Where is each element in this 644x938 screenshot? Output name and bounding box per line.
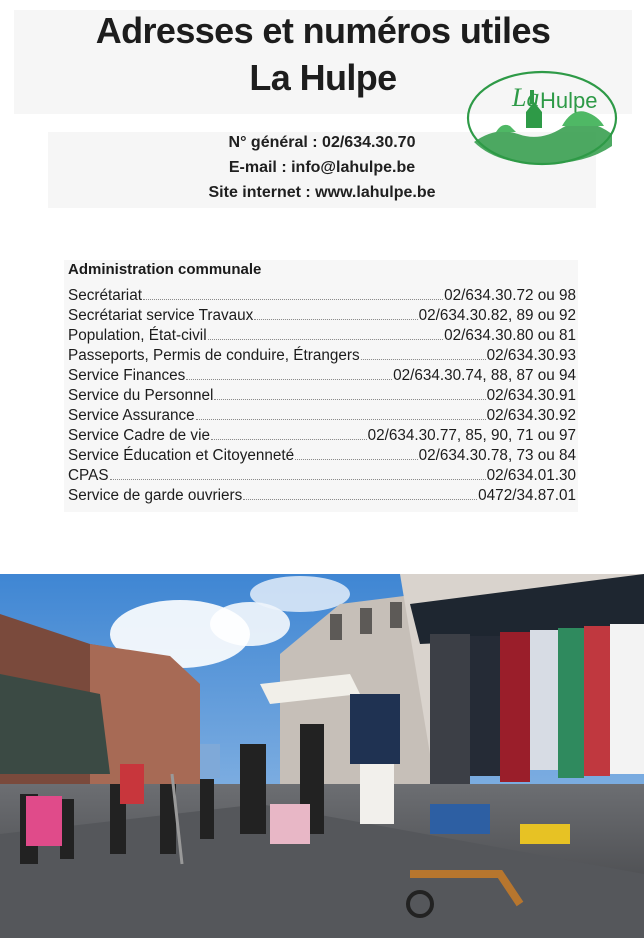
market-scene: [0, 574, 644, 938]
logo-graphic: [466, 68, 620, 168]
section-heading: Administration communale: [68, 261, 262, 278]
general-number: N° général : 02/634.30.70: [228, 134, 416, 151]
dotted-leader: [295, 445, 417, 460]
phone-number: 02/634.30.74, 88, 87 ou 94: [393, 367, 576, 384]
phone-list-item: [68, 405, 576, 425]
phone-list-item: [68, 385, 576, 405]
phone-list-item: [68, 425, 576, 445]
service-name: Service Cadre de vie: [68, 427, 210, 444]
la-hulpe-logo: [466, 68, 620, 168]
phone-list-item: [68, 285, 576, 305]
service-name: Population, État-civil: [68, 327, 207, 344]
dotted-leader: [196, 405, 486, 420]
phone-list-item: [68, 465, 576, 485]
service-name: Service du Personnel: [68, 387, 214, 404]
service-name: Service Finances: [68, 367, 186, 384]
logo-la-text: La: [512, 83, 540, 112]
phone-list: [68, 285, 576, 505]
street-market-photo: [0, 574, 644, 938]
phone-number: 02/634.30.92: [486, 407, 576, 424]
phone-list-item: [68, 485, 576, 505]
dotted-leader: [214, 385, 485, 400]
service-name: Service de garde ouvriers: [68, 487, 243, 504]
service-name: Service Éducation et Citoyenneté: [68, 447, 295, 464]
phone-number: 02/634.30.78, 73 ou 84: [418, 447, 576, 464]
dotted-leader: [110, 465, 486, 480]
dotted-leader: [208, 325, 444, 340]
service-name: Secrétariat: [68, 287, 142, 304]
logo-hulpe-text: Hulpe: [540, 88, 598, 113]
phone-list-item: [68, 305, 576, 325]
administration-section: [64, 260, 578, 512]
phone-list-item: [68, 445, 576, 465]
phone-list-item: [68, 365, 576, 385]
service-name: Secrétariat service Travaux: [68, 307, 254, 324]
page-title: Adresses et numéros utiles: [95, 10, 551, 51]
phone-number: 0472/34.87.01: [478, 487, 576, 504]
phone-number: 02/634.30.91: [486, 387, 576, 404]
phone-list-item: [68, 345, 576, 365]
phone-number: 02/634.30.80 ou 81: [444, 327, 576, 344]
service-name: CPAS: [68, 467, 109, 484]
phone-number: 02/634.30.77, 85, 90, 71 ou 97: [367, 427, 576, 444]
dotted-leader: [254, 305, 417, 320]
phone-number: 02/634.30.82, 89 ou 92: [418, 307, 576, 324]
dotted-leader: [186, 365, 392, 380]
phone-number: 02/634.30.93: [486, 347, 576, 364]
phone-number: 02/634.30.72 ou 98: [444, 287, 576, 304]
phone-list-item: [68, 325, 576, 345]
page-subtitle: La Hulpe: [249, 57, 397, 98]
service-name: Service Assurance: [68, 407, 195, 424]
phone-number: 02/634.01.30: [486, 467, 576, 484]
dotted-leader: [143, 285, 443, 300]
website-line: Site internet : www.lahulpe.be: [208, 184, 436, 201]
dotted-leader: [243, 485, 477, 500]
dotted-leader: [361, 345, 486, 360]
email-line: E-mail : info@lahulpe.be: [228, 159, 416, 176]
dotted-leader: [211, 425, 367, 440]
service-name: Passeports, Permis de conduire, Étrangers: [68, 347, 360, 364]
